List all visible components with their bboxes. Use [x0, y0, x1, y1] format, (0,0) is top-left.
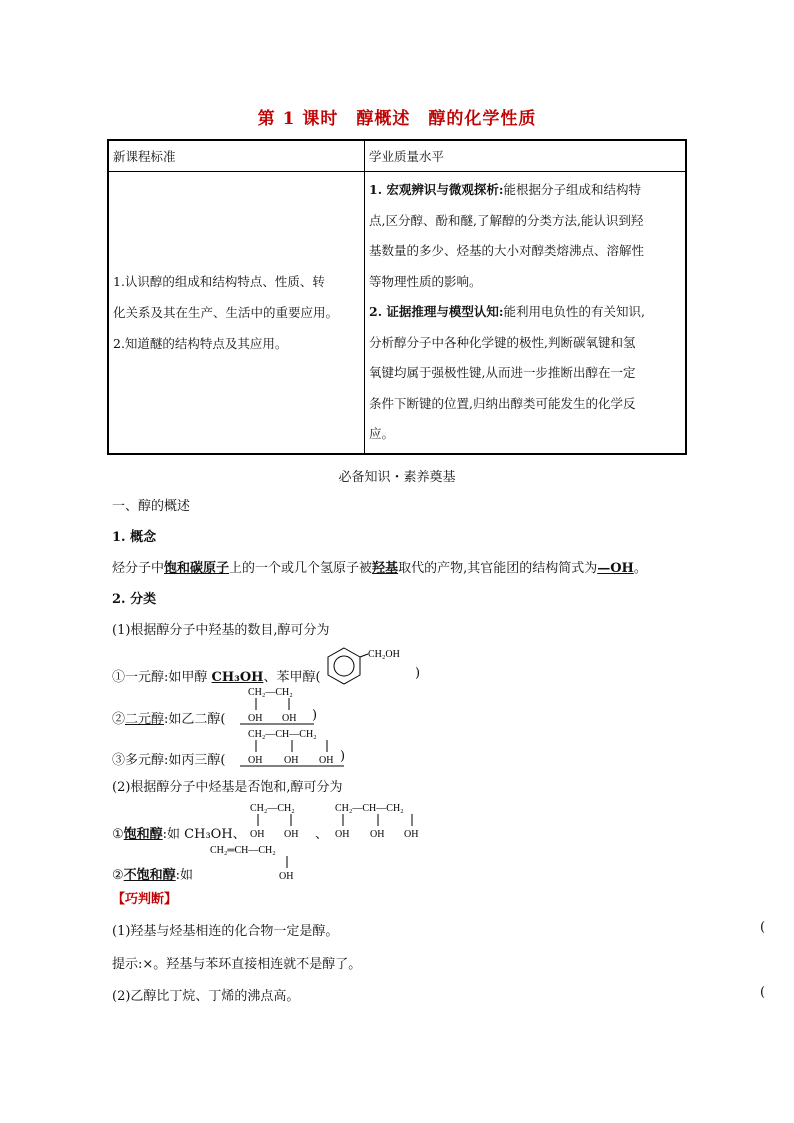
svg-text:CH₂—CH—CH₂: CH₂—CH—CH₂ — [335, 803, 404, 814]
benzyl-ch2oh-label: CH₂OH — [368, 649, 400, 660]
glycerol-structure — [240, 726, 350, 768]
concept-text: 烃分子中饱和碳原子上的一个或几个氢原子被羟基取代的产物,其官能团的结构简式为—OH。 — [112, 561, 647, 576]
svg-text:OH: OH — [250, 829, 265, 840]
svg-text:CH₂═CH—CH₂: CH₂═CH—CH₂ — [210, 845, 276, 856]
mono-alcohol-line: ①一元醇:如甲醇 CH₃OH、苯甲醇( — [112, 670, 321, 685]
saturated-alcohol-line: ①饱和醇:如 CH₃OH、 — [112, 827, 246, 842]
quality-cell — [365, 172, 687, 455]
svg-text:OH: OH — [284, 829, 299, 840]
judge-hint1: 提示:×。羟基与苯环直接相连就不是醇了。 — [112, 957, 362, 972]
col-header-quality: 学业质量水平 — [365, 140, 687, 172]
answer-paren-1[interactable]: ( — [760, 920, 766, 935]
svg-text:OH: OH — [284, 755, 299, 766]
svg-text:OH: OH — [370, 829, 385, 840]
quality-line: 分析醇分子中各种化学键的极性,判断碳氧键和氢 — [369, 334, 636, 350]
ethylene-glycol-structure-2 — [245, 800, 325, 840]
unsaturated-alcohol-line: ②不饱和醇:如 — [112, 868, 194, 883]
di-alcohol-line: ②二元醇:如乙二醇( — [112, 712, 226, 727]
svg-text:OH: OH — [248, 713, 263, 724]
svg-text:OH: OH — [319, 755, 334, 766]
close-paren: ) — [415, 666, 421, 681]
svg-text:OH: OH — [279, 871, 294, 882]
standard-line: 1.认识醇的组成和结构特点、性质、转 — [113, 274, 325, 289]
heading-concept: 1. 概念 — [112, 530, 157, 545]
svg-text:CH₂—CH₂: CH₂—CH₂ — [248, 687, 293, 698]
col-header-standard: 新课程标准 — [108, 140, 365, 172]
svg-text:OH: OH — [335, 829, 350, 840]
ethylene-glycol-structure — [240, 684, 320, 726]
svg-text:OH: OH — [282, 713, 297, 724]
glycerol-structure-2 — [330, 800, 430, 840]
judge-q1: (1)羟基与烃基相连的化合物一定是醇。 — [112, 924, 339, 939]
standard-line: 化关系及其在生产、生活中的重要应用。 — [113, 305, 339, 320]
poly-alcohol-line: ③多元醇:如丙三醇( — [112, 753, 226, 768]
svg-text:OH: OH — [248, 755, 263, 766]
quality-line: 基数量的多少、烃基的大小对醇类熔沸点、溶解性 — [369, 243, 645, 259]
section-header: 必备知识・素养奠基 — [338, 470, 456, 485]
standards-table — [107, 139, 687, 455]
quality-line: 点,区分醇、酚和醚,了解醇的分类方法,能认识到羟 — [369, 212, 644, 228]
svg-text:CH₂—CH₂: CH₂—CH₂ — [250, 803, 295, 814]
judge-label: 【巧判断】 — [112, 892, 178, 907]
allyl-alcohol-structure — [205, 842, 315, 882]
separator: 、 — [315, 827, 329, 842]
standard-cell — [108, 172, 365, 455]
quality-line: 1. 宏观辨识与微观探析:能根据分子组成和结构特 — [369, 182, 642, 198]
quality-line: 条件下断键的位置,归纳出醇类可能发生的化学反 — [369, 395, 636, 411]
quality-line: 2. 证据推理与模型认知:能利用电负性的有关知识, — [369, 304, 646, 320]
classify-by-saturation: (2)根据醇分子中烃基是否饱和,醇可分为 — [112, 780, 343, 795]
standard-line: 2.知道醚的结构特点及其应用。 — [113, 336, 288, 351]
quality-line: 等物理性质的影响。 — [369, 273, 482, 289]
svg-text:CH₂—CH—CH₂: CH₂—CH—CH₂ — [248, 729, 317, 740]
heading-overview: 一、醇的概述 — [112, 499, 191, 514]
quality-line: 应。 — [369, 426, 395, 442]
svg-text:OH: OH — [404, 829, 419, 840]
heading-classify: 2. 分类 — [112, 592, 157, 607]
page-title: 第 1 课时 醇概述 醇的化学性质 — [257, 109, 537, 129]
answer-paren-2[interactable]: ( — [760, 985, 766, 1000]
quality-line: 氧键均属于强极性键,从而进一步推断出醇在一定 — [369, 365, 636, 381]
judge-q2: (2)乙醇比丁烷、丁烯的沸点高。 — [112, 989, 300, 1004]
benzyl-alcohol-structure — [324, 644, 424, 686]
classify-by-count: (1)根据醇分子中羟基的数目,醇可分为 — [112, 623, 330, 638]
